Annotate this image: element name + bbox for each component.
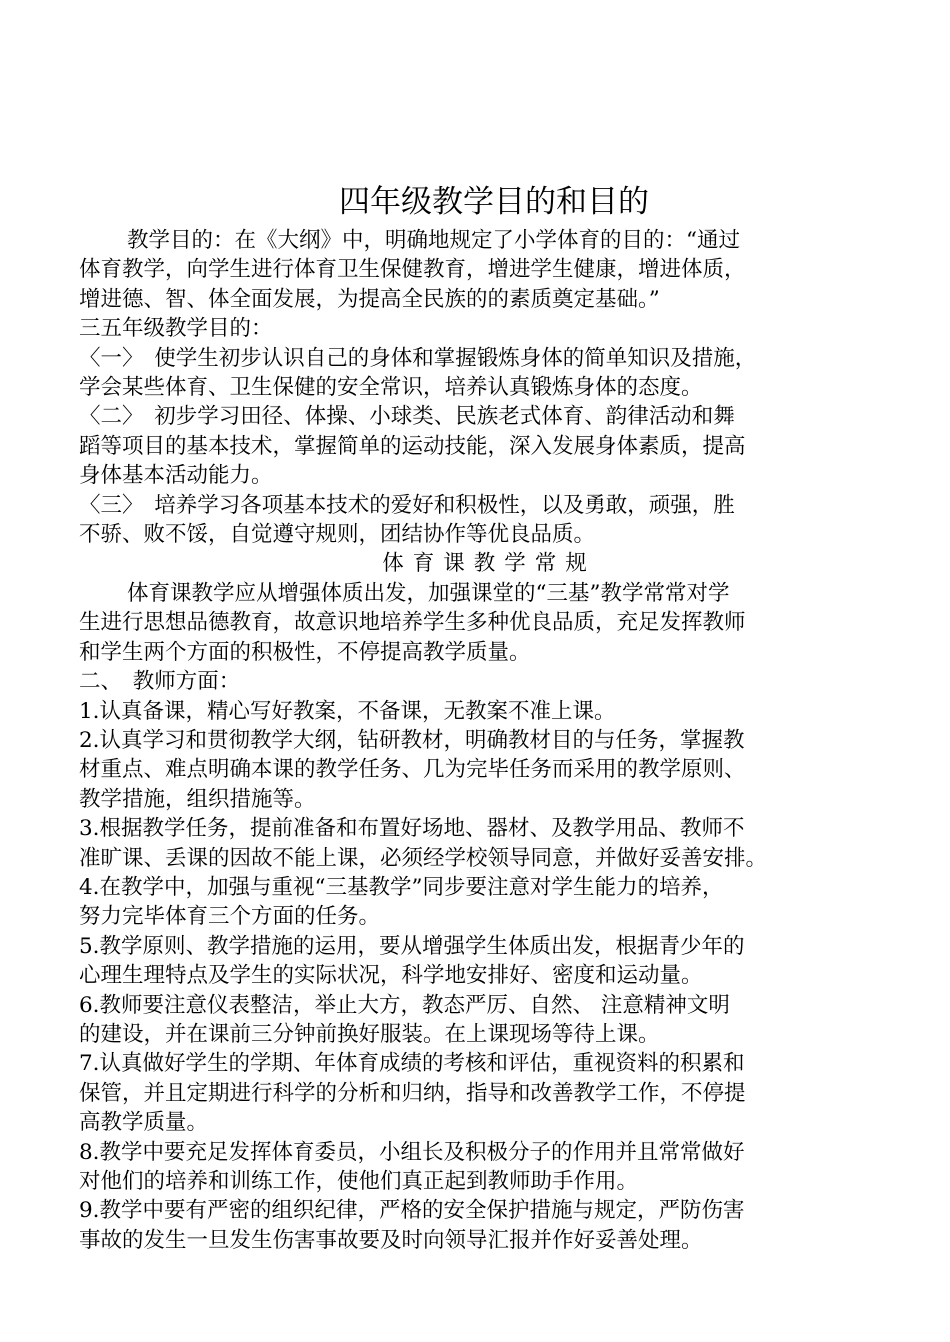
section-label: 二、 教师方面： (79, 669, 241, 695)
rule-item-6-line: 的建设，并在课前三分钟前换好服装。在上课现场等待上课。 (79, 1021, 660, 1047)
rule-item-9-line: 9.教学中要有严密的组织纪律，严格的安全保护措施与规定，严防伤害 (79, 1198, 745, 1224)
goal-item-3-line: 〈三〉 培养学习各项基本技术的爱好和积极性，以及勇敢，顽强，胜 (79, 492, 735, 518)
goal-item-1-line: 学会某些体育、卫生保健的安全常识，培养认真锻炼身体的态度。 (79, 375, 703, 401)
goal-item-2-line: 蹈等项目的基本技术，掌握简单的运动技能，深入发展身体素质，提高 (79, 433, 746, 459)
paragraph-line: 增进德、智、体全面发展，为提高全民族的的素质奠定基础。” (79, 286, 660, 312)
rule-item-4-line: 努力完毕体育三个方面的任务。 (79, 904, 381, 930)
rule-item-2-line: 教学措施，组织措施等。 (79, 786, 316, 812)
rule-item-5-line: 心理生理特点及学生的实际状况，科学地安排好、密度和运动量。 (79, 963, 703, 989)
rule-item-4-line: 4.在教学中，加强与重视“三基教学”同步要注意对学生能力的培养， (79, 874, 724, 900)
section-label: 三五年级教学目的： (79, 316, 273, 342)
goal-item-1-line: 〈一〉 使学生初步认识自己的身体和掌握锻炼身体的简单知识及措施， (79, 345, 757, 371)
section-subheading: 体育课教学常规 (382, 551, 596, 577)
paragraph-line: 体育教学，向学生进行体育卫生保健教育，增进学生健康，增进体质， (79, 257, 746, 283)
rule-item-6-line: 6.教师要注意仪表整洁，举止大方，教态严厉、自然、 注意精神文明 (79, 992, 730, 1018)
rule-item-7-line: 高教学质量。 (79, 1110, 209, 1136)
document-page (79, 178, 879, 1255)
rule-item-8-line: 对他们的培养和训练工作，使他们真正起到教师助手作用。 (79, 1169, 639, 1194)
rule-item-7-line: 保管，并且定期进行科学的分析和归纳，指导和改善教学工作，不停提 (79, 1080, 746, 1106)
rule-item-1-line: 1.认真备课，精心写好教案，不备课，无教案不准上课。 (79, 698, 616, 724)
document-title: 四年级教学目的和目的 (339, 184, 649, 220)
goal-item-2-line: 身体基本活动能力。 (79, 463, 273, 489)
rule-item-3-line: 准旷课、丢课的因故不能上课，必须经学校领导同意，并做好妥善安排。 (79, 845, 768, 871)
rule-item-8-line: 8.教学中要充足发挥体育委员，小组长及积极分子的作用并且常常做好 (79, 1139, 745, 1165)
rule-item-5-line: 5.教学原则、教学措施的运用，要从增强学生体质出发，根据青少年的 (79, 933, 745, 959)
rule-item-3-line: 3.根据教学任务，提前准备和布置好场地、器材、及教学用品、教师不 (79, 816, 745, 842)
paragraph-line: 生进行思想品德教育，故意识地培养学生多种优良品质，充足发挥教师 (79, 610, 746, 636)
paragraph-line: 和学生两个方面的积极性，不停提高教学质量。 (79, 639, 531, 665)
paragraph-line: 教学目的：在《大纲》中，明确地规定了小学体育的目的：“通过 (127, 228, 740, 253)
paragraph-line: 体育课教学应从增强体质出发，加强课堂的“三基”教学常常对学 (127, 580, 730, 606)
rule-item-2-line: 2.认真学习和贯彻教学大纲，钻研教材，明确教材目的与任务，掌握教 (79, 727, 745, 753)
class-routine-section (79, 579, 879, 1255)
rule-item-7-line: 7.认真做好学生的学期、年体育成绩的考核和评估，重视资料的积累和 (79, 1051, 745, 1077)
rule-item-9-line: 事故的发生一旦发生伤害事故要及时向领导汇报并作好妥善处理。 (79, 1227, 703, 1253)
goal-item-2-line: 〈二〉 初步学习田径、体操、小球类、民族老式体育、韵律活动和舞 (79, 404, 735, 430)
rule-item-2-line: 材重点、难点明确本课的教学任务、几为完毕任务而采用的教学原则、 (79, 757, 746, 783)
goal-item-3-line: 不骄、败不馁，自觉遵守规则，团结协作等优良品质。 (79, 522, 596, 548)
teaching-goals-section (79, 226, 879, 549)
